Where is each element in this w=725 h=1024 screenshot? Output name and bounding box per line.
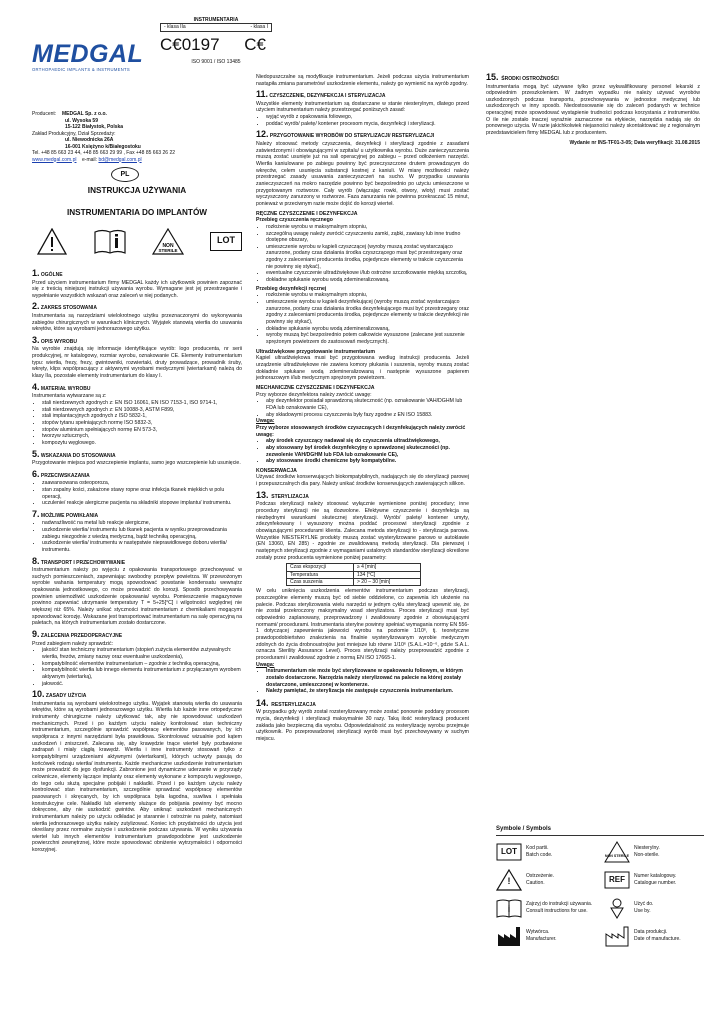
symbol-label: Użyć do. Use by.: [634, 901, 654, 914]
section-title: OPIS WYROBU: [40, 338, 78, 345]
sterilization-text: Podczas sterylizacji należy stosować wyłącznie wymienione poniżej procedury; inne procedury sterylizacji nie są dozwolone. Efektywne czyszczenie i dezynfekcja są niezbędnymi warunkami skutecznej sterylizacji. Wyrób/ paletę/ kontener umyty, zdezynfekowany i wysuszony można poddać procesowi sterylizacji zgodnie z obowiązującymi procedurami klienta. Zalecana metoda sterylizacji to - sterylizacja parowa. Wszystkie NIESTERYLNE produkty muszą zostać wysterylizowane parowo w autoklawie (EN 13060, EN 285) - zgodnie ze zwalidowaną metodą sterylizacji. Dla pierwszej i następnych sterylizacji zgodnie z wymaganiami ustalonych standardów sterylizacji określone zostały przez producenta wymienione poniżej parametry:: [256, 501, 469, 561]
section: [32, 556, 242, 627]
column-middle: [256, 74, 469, 745]
ce-mark-iia: C€0197: [160, 34, 220, 54]
section-text: Należy stosować metody czyszczenia, dezynfekcji i sterylizacji zgodnie z zasadami zatwierdzonymi i obowiązującymi w szpitalu/ u użytkownika wyrobu. Duże zanieczyszczenia muszą zostać usunięte już na sali operacyjnej po zabiegu – przed odłożeniem narzędzi. Wiertła kaniulowane po zabiegu powinny być przeczyszczone drutem prowadzącym do wkręców, celem usunięcia substancji kostnej z kaniuli. W miarę możliwości należy przestrzegać zasady usuwania zanieczyszczeń na sucho. W przypadku usuwania zanieczyszczeń na mokro narzędzie powinno być bezpośrednio po użyciu umieszczone w przygotowanym roztworze. Cały wyrób (włączając rowki, otwory, wloty) musi zostać wyczyszczony zanurzony w roztworze. Faza zanurzania nie powinna przekraczać 15 minut, ponieważ w przeciwnym razie może dojść do korozji wierteł.: [256, 140, 469, 207]
section-title: ZASADY UŻYCIA: [45, 693, 87, 700]
section-number: 6.: [32, 468, 40, 479]
email-label: e-mail:: [82, 156, 98, 163]
symbols-legend: [496, 826, 704, 947]
lot-icon: LOT: [210, 232, 242, 251]
section-text: Na wyrobie znajdują się informacje identyfikujące wyrób: logo producenta, nr serii produkcyjnej, nr katalogowy, rozmiar wyrobu, oznakowanie CE. Elementy instrumentarium typu: wiertła, frezy, frezy, gwintowniki, rozwiertaki, druty prowadzące, prowadnik śruby, wkręty, klips wspólpracujący z aktywnymi wyrobami medycznymi (wiertarkami) należą do klasy IIa, pozostałe elementy instrumentarium do klasy I.: [32, 346, 242, 380]
section-text: Przed użyciem instrumentarium firmy MEDGAL każdy ich użytkownik powinien zapoznać się z treścią niniejszej instrukcji używania wyrobu. Wymagane jest jej przestrzeganie i wypełnianie wszystkich wskazań oraz zaleceń w niej podanych.: [32, 279, 242, 299]
section-text: Instrumentarium należy po wyjęciu z opakowania transportowego przechowywać w suchych pomieszczeniach, zapewniając swobodny przepływ powietrza. W przewożonym wyrobie wahania temperatury mogą spowodować powstanie kondensatu wewnątrz opakowania jednostkowego, co może prowadzić do korozji. Sposób przechowywania powinien uniemożliwić uszkodzenie opakowania/ wyrobu. Pomieszczenie magazynowe powinno zapewniać utrzymanie temperatury T = 5÷25[°C] i wilgotności względnej nie większej niż 65%. Należy unikać styczności instrumentarium z chemikaliami mogącymi spowodować korozję. Wskazane jest transportować instrumentarium na salę operacyjną na paletach, na których instrumentarium zostało dostarczone.: [32, 567, 242, 627]
sterilization-parameters-table: [286, 563, 421, 586]
list-item: • Należy pamiętać, że sterylizacja nie zastępuje czyszczenia instrumentarium.: [266, 688, 469, 695]
section: [32, 509, 242, 554]
mechanical-list: [256, 398, 469, 418]
maintenance-heading: KONSERWACJA: [256, 467, 297, 474]
plant-city: 16-001 Księżyno k/Białegostoku: [65, 143, 141, 150]
section-title: ŚRODKI OSTROŻNOŚCI: [501, 76, 559, 82]
section: [32, 335, 242, 380]
ref-icon: [604, 869, 630, 891]
section-14: [256, 698, 469, 743]
section-number: 10.: [32, 689, 45, 700]
lot-icon-mark: LOT: [501, 846, 517, 856]
lot-icon: [496, 841, 522, 863]
section: [256, 89, 469, 127]
section-text: Wszystkie elementy instrumentarium są dostarczane w stanie niesterylnym, dlatego przed użyciem instrumentarium należy przestrzegać poniższych zasad:: [256, 100, 469, 114]
section: [32, 629, 242, 687]
list-item: • umieszczenie wyrobu w kąpieli dezynfekującej (wyroby muszą zostać wystarczająco zanurzone, podany czas działania środka dezynfekującego musi być przestrzegany oraz zgodny z zaleceniami producenta środka, pojedyncze elementy w trakcie dezynfekcji nie powinny się stykać),: [266, 299, 469, 326]
section-heading: [32, 689, 242, 701]
section-heading: [32, 382, 242, 394]
section-title: STERYLIZACJA: [271, 493, 309, 500]
list-item: • zaawansowana osteoporoza,: [42, 480, 242, 487]
device-class-box: [160, 17, 272, 65]
section: [32, 268, 242, 299]
list-item: • uszkodzenie wiertła/ instrumentu w następstwie nieprawidłowego doboru wiertła/ instrumentu.: [42, 540, 242, 553]
ultrasonic-heading: Ultradźwiękowe przygotowanie instrumentarium: [256, 348, 376, 355]
caution-text: Instrumentaria mogą być używane tylko przez wykwalifikowany personel lekarski z odpowiednim przeszkoleniem. W żadnym wypadku nie należy używać wyrobów uszkodzonych podczas transportu, przechowywania w jednostce medycznej lub uszkodzonych w inny sposób. Niedostosowanie się do zaleceń podanych w technice operacyjnej może spowodować wystąpienie trudności podczas korzystania z instrumentów. O ile nie zostało inaczej wyraźnie zaznaczone na etykiecie, narzędzia nadają się do ponownego użycia. W razie jakichkolwiek niejasności należy skontaktować się z regionalnym przedstawicielem firmy MEDGAL lub z producentem.: [486, 83, 700, 137]
section: [32, 449, 242, 467]
table-cell: Czas ekspozycji: [287, 564, 354, 571]
section: [32, 689, 242, 854]
section-list: [32, 400, 242, 447]
manual-cleaning-steps: [256, 224, 469, 284]
producer-label: Producent:: [32, 111, 57, 117]
warning-list: [256, 438, 469, 465]
list-item: • tworzyw sztucznych,: [42, 433, 242, 440]
manufacturer-icon: [496, 925, 522, 947]
list-item: • uszkodzenie wiertła/ instrumentu lub tkanek pacjenta w wyniku przeprowadzania zabiegu niezgodnie z wiedzą medyczną, bądź techniką operacyjną,: [42, 527, 242, 540]
list-item: • kompatybilność elementów instrumentarium – zgodnie z techniką operacyjną,: [42, 661, 242, 668]
list-item: • wyroby muszą być bezpośrednio potem całkowicie wysuszone (zalecane jest suszenie sprężonym powietrzem do zastosowań medycznych).: [266, 332, 469, 345]
producer-city: 15-122 Białystok, Polska: [65, 124, 124, 130]
section-title: RESTERYLIZACJA: [271, 701, 316, 708]
column-left: [32, 268, 242, 856]
plant-street: ul. Niewodnicka 26A: [65, 137, 114, 143]
table-cell: Temperatura: [287, 571, 354, 578]
medgal-logo: [32, 38, 143, 72]
ultrasonic-text: Kąpiel ultradźwiękowa musi być przygotowana według instrukcji producenta. Jeżeli urządzenie ultradźwiękowe nie zawiera komory płukania i suszenia, wyroby muszą zostać dokładnie spłukane wodą zdemineralizowaną i następnie wysuszone papierem jednorazowym i/lub medycznym sprężonym powietrzem.: [256, 355, 469, 382]
warning-label: Uwaga:: [256, 418, 275, 425]
list-item: • stali nierdzewnych zgodnych z: EN 10088-3, ASTM F899,: [42, 407, 242, 414]
list-item: • umieszczenie wyrobu w kąpieli czyszczącej (wyroby muszą zostać wystarczająco zanurzone, podany czas działania środka czyszczącego musi być przestrzegany oraz zgodny z zaleceniami producenta środka, pojedyncze elementy w trakcie czyszczenia nie powinny się stykać),: [266, 244, 469, 271]
section-heading: [32, 301, 242, 313]
section-list: [32, 647, 242, 687]
list-item: • rozłożenie wyrobu w maksymalnym stopniu,: [266, 292, 469, 299]
section-number: 3.: [32, 334, 40, 345]
section-13: [256, 490, 469, 695]
section: [32, 469, 242, 507]
list-item: • dokładne spłukanie wyrobu wodą zdemineralizowaną,: [266, 326, 469, 333]
section-list: [32, 520, 242, 553]
document-subtitle: INSTRUMENTARIA DO IMPLANTÓW: [66, 208, 208, 217]
non-sterile-icon-graphic: [604, 841, 630, 863]
table-row: [287, 578, 421, 585]
section-text: Instrumentaria wytwarzane są z:: [32, 393, 107, 400]
maintenance-text: Używać środków konserwujących biokompatybilnych, nadających się do sterylizacji parowej i przepuszczalnych dla pary. Należy unikać środków konserwujących zawierających silikon.: [256, 474, 469, 488]
list-item: • aby stosowany był środek dezynfekcyjny o sprawdzonej skuteczności (np. zezwolenie VAH/DGHM lub FDA lub oznakowanie CE),: [266, 445, 469, 458]
caution-icon-mark: !: [507, 875, 511, 886]
version-info: Wydanie nr INS-TF01-3-05; Data weryfikacji: 31.08.2015: [569, 139, 700, 146]
section-title: ZALECENIA PRZEDOPERACYJNE: [40, 633, 123, 640]
section-heading: [256, 129, 469, 141]
column-right: [486, 72, 700, 148]
top-symbols: [37, 226, 242, 256]
manufacturer-icon-graphic: [496, 925, 522, 947]
manual-cleaning-heading: RĘCZNE CZYSZCZENIE I DEZYNFEKCJA: [256, 210, 358, 217]
sterilization-warning-list: [256, 668, 469, 695]
class-iia-label: - klasa IIa: [164, 24, 186, 31]
producer-name: MEDGAL Sp. z o.o.: [62, 111, 107, 117]
logo-tagline: ORTHOPAEDIC IMPLANTS & INSTRUMENTS: [32, 67, 130, 72]
list-item: • aby składowymi procesu czyszczenia były fazy zgodne z EN ISO 15883.: [266, 412, 469, 419]
section-number: 8.: [32, 555, 40, 566]
caution-icon: [496, 869, 522, 891]
section: [32, 382, 242, 447]
section-title: PRZECIWSKAZANIA: [40, 472, 90, 479]
section-15: [486, 72, 700, 146]
list-item: • jakość/ stan techniczny instrumentarium (stopień zużycia elementów zużywalnych: wiertła, frezów, zmiany nazwy oraz ewentualne uszkodzenia),: [42, 647, 242, 660]
modifications-note: Niedopuszczalne są modyfikacje instrumentarium. Jeżeli podczas użycia instrumentarium nastąpiła zmiana parametrów/ uszkodzenie elementu, należy go wymienić na wyrób zgodny.: [256, 74, 469, 87]
section-number: 13.: [256, 489, 269, 500]
list-item: • nadwrażliwość na metal lub reakcje alergiczne,: [42, 520, 242, 527]
use-by-icon-graphic: [604, 897, 630, 919]
producer-street: ul. Wysoka 59: [65, 117, 98, 124]
list-item: • jałowość.: [42, 681, 242, 688]
section-heading: [32, 449, 242, 461]
symbols-grid: [496, 841, 704, 947]
section-title: MATERIAŁ WYROBU: [40, 385, 91, 392]
list-item: • stali nierdzewnych zgodnych z: EN ISO 16061, EN ISO 7153-1, ISO 9714-1,: [42, 400, 242, 407]
section-text: Przygotowanie miejsca pod wszczepienie implantu, samo jego wszczepienie lub usunięcie.: [32, 460, 241, 467]
manufacture-date-icon-graphic: [604, 925, 630, 947]
symbol-label: Niesterylny. Non-sterile.: [634, 845, 660, 858]
ifu-icon: [496, 897, 522, 919]
producer-info: [32, 111, 247, 163]
non-sterile-icon: [604, 841, 630, 863]
list-item: • rozłożenie wyrobu w maksymalnym stopniu,: [266, 224, 469, 231]
section-title: ZAKRES STOSOWANIA: [40, 305, 97, 312]
mechanical-text: Przy wyborze dezynfektora należy zwrócić uwagę:: [256, 391, 372, 398]
section-list: [32, 480, 242, 507]
manual-cleaning: [256, 211, 469, 488]
symbols-legend-title: Symbole / Symbols: [496, 826, 704, 836]
symbol-label: Data produkcji. Date of manufacture.: [634, 929, 681, 942]
symbol-label: Zajrzyj do instrukcji używania. Consult instructions for use.: [526, 901, 593, 914]
section-title: WSKAZANIA DO STOSOWANIA: [40, 452, 116, 459]
document-title: INSTRUKCJA UŻYWANIA: [87, 186, 187, 195]
manual-cleaning-sub1: Przebieg czyszczenia ręcznego: [256, 217, 333, 224]
table-cell: ≥ 4 [min]: [354, 564, 421, 571]
manufacture-date-icon: [604, 925, 630, 947]
ref-icon-mark: REF: [609, 874, 625, 884]
section-number: 11.: [256, 89, 269, 100]
non-sterile-icon: [152, 228, 184, 255]
section: [32, 301, 242, 332]
table-cell: > 20 – 30 [min]: [354, 578, 421, 585]
mechanical-heading: MECHANICZNE CZYSZCZENIE I DEZYNFEKCJA: [256, 384, 375, 391]
section-list: [256, 114, 469, 127]
section-heading: [32, 509, 242, 521]
manual-disinfection-steps: [256, 292, 469, 345]
list-item: • poddać wyrób/ paletę/ kontener procesom mycia, dezynfekcji i sterylizacji.: [266, 121, 469, 128]
list-item: • kompatybilność wiertła lub innego elementu instrumentarium z przyłączanym wyrobem aktywnym (wiertarką),: [42, 667, 242, 680]
list-item: • stan zapalny kości, zakażone stawy ropne oraz infekcja tkanek miękkich w polu operacji,: [42, 487, 242, 500]
section-heading: [32, 268, 242, 280]
section-text: Przed zabiegiem należy sprawdzić:: [32, 640, 114, 647]
section-heading: [256, 89, 469, 101]
list-item: • wyjąć wyrób z opakowania foliowego,: [266, 114, 469, 121]
symbol-label: Ostrzeżenie. Caution.: [526, 873, 555, 886]
table-cell: 134 [°C]: [354, 571, 421, 578]
manual-disinfection-sub: Przebieg dezynfekcji ręcznej: [256, 285, 327, 292]
ifu-icon-mark: i: [507, 903, 511, 914]
list-item: • kompozytu węglowego.: [42, 440, 242, 447]
symbol-label: Numer katalogowy. Catalogue number.: [634, 873, 677, 886]
section-heading: [32, 629, 242, 641]
list-item: • szczególną uwagę należy zwrócić czyszczeniu zamki, ząbki, zawiasy lub inne trudno dostępne obszary,: [266, 231, 469, 244]
section-title: PRZYGOTOWANIE WYROBÓW DO STERYLIZACJI/ RESTERYLIZACJI: [269, 133, 435, 140]
section-text: Instrumentaria są narzędziami wielokrotnego użytku przeznaczonymi do wykonywania zabiegów chirurgicznych w warunkach klinicznych. Wyjątek stanowią wiertła do usuwania wkrętów, które są wyrobami jednorazowego użytku.: [32, 313, 242, 333]
website-link[interactable]: www.medgal.com.pl: [32, 156, 77, 163]
logo-text: MEDGAL: [32, 40, 144, 68]
section: [256, 129, 469, 207]
plant-label: Zakład Produkcyjny, Dział Sprzedaży:: [32, 130, 116, 137]
list-item: • dokładne spłukanie wyrobu wodą zdemineralizowaną.: [266, 277, 469, 284]
section-number: 9.: [32, 629, 40, 640]
section-number: 14.: [256, 697, 269, 708]
table-cell: Czas suszenia: [287, 578, 354, 585]
non-sterile-icon-mark: NON STERILE: [604, 854, 630, 859]
section-heading: [32, 335, 242, 347]
email-link[interactable]: bd@medgal.com.pl: [98, 156, 142, 163]
section-heading: [32, 469, 242, 481]
caution-icon: [37, 228, 67, 255]
list-item: • aby dezynfektor posiadał sprawdzoną skuteczność (np. oznakowanie VAH/DGHM lub FDA lub oznakowanie CE),: [266, 398, 469, 411]
list-item: • stopów aluminium spełniających normę EN 573-3,: [42, 427, 242, 434]
symbol-label: Kod partii. Batch code.: [526, 845, 553, 858]
section-title: CZYSZCZENIE, DEZYNFEKCJA I STERYLIZACJA: [269, 93, 386, 100]
sterilization-after: W celu uniknięcia uszkodzenia elementów instrumentarium podczas sterylizacji, poszczególne elementy muszą być od siebie oddzielone, co zapewnia ich ułożenie na palecie. Podczas sterylizowania wielu narzędzi w jednym cyklu sterylizacji upewnić się, że nie został przekroczony maksymalny wsad sterylizatora. Proces sterylizacji musi być odpowiednio zaplanowany, przeprowadzony i zwalidowany zgodnie z obowiązującymi normami/ procedurami. Instrumentaria sterylne powinny spełniać wymagania normy EN 556-1 dotyczącej zapewnienia jałowości wyrobu na poziomie 1/10⁶, tj. teoretyczne prawdopodobieństwo znalezienia na finalnie wysterylizowanym wyrobie medycznym zdolnych do życia drobnoustrojów jest mniejsze lub równe 1/10⁶ (S.A.L.=10⁻⁶, gdzie S.A.L. oznacza Sterility Assurance Level). Proces sterylizacji należy przeprowadzić zgodnie z procedurami i zwalidować zgodnie z normą EN ISO 17665-1.: [256, 588, 469, 661]
non-sterile-text-1: NON: [162, 242, 174, 249]
sections-list: [32, 268, 242, 854]
ce-mark-i: C€: [244, 34, 266, 54]
table-row: [287, 571, 421, 578]
section-heading: [32, 556, 242, 568]
list-item: • aby stosowane środki chemiczne były kompatybilne.: [266, 458, 469, 465]
ce-marks: [160, 34, 272, 56]
use-by-icon: [604, 897, 630, 919]
list-item: • uczulenie/ reakcje alergiczne pacjenta na składniki stopowe implantu/ instrumentu.: [42, 500, 242, 507]
section-number: 12.: [256, 129, 269, 140]
ifu-book-icon: [93, 228, 127, 255]
class-i-label: - klasa I: [250, 24, 268, 31]
section-number: 15.: [486, 72, 499, 82]
language-badge: PL: [111, 167, 139, 182]
section-number: 7.: [32, 508, 40, 519]
section-number: 2.: [32, 301, 40, 312]
iso-cert: ISO 9001 / ISO 13485: [191, 58, 241, 65]
list-item: • aby środek czyszczący nadawał się do czyszczenia ultradźwiękowego,: [266, 438, 469, 445]
list-item: • stali implantacyjnych zgodnych z ISO 5832-1,: [42, 413, 242, 420]
section-number: 1.: [32, 268, 40, 278]
section-title: TRANSPORT I PRZECHOWYWANIE: [40, 559, 126, 566]
non-sterile-text-2: STERILE: [158, 247, 178, 253]
phone-line: Tel. +48 85 663 23 44, +48 85 663 29 99 , Fax +48 85 663 26 22: [32, 150, 176, 156]
class-title: INSTRUMENTARIA: [193, 17, 239, 23]
section-title: MOŻLIWE POWIKŁANIA: [40, 512, 99, 519]
sterilization-warning-label: Uwaga:: [256, 661, 275, 668]
section-number: 4.: [32, 381, 40, 392]
list-item: • Instrumentarium nie może być sterylizowane w opakowaniu foliowym, w którym zostało dostarczone. Narzędzia należy sterylizować na palecie na której zostały dostarczone, umieszczonej w kontenerze.: [266, 668, 469, 688]
resterilization-text: W przypadku gdy wyrób został rozsterylizowany może zostać ponownie poddany procesom mycia, dezynfekcji i sterylizacji maksymalnie 30 razy. Taką ilość resterylizacji producent zakłada jako bezpieczną dla wyrobu. Odpowiedzialność za resterylizację wyrobu przejmuje użytkownik. Po przeprowadzonej sterylizacji wyrób musi być przechowywany w suchym miejscu.: [256, 709, 469, 743]
list-item: • stopów tytanu spełniających normę ISO 5832-3,: [42, 420, 242, 427]
symbol-label: Wytwórca. Manufacturer.: [526, 929, 557, 942]
section-title: OGÓLNE: [40, 272, 63, 278]
section-text: Instrumentaria są wyrobami wielokrotnego użytku. Wyjątek stanowią wiertła do usuwania wkrętów, które są wyrobami jednorazowego użytku. Wiertła lub każde inne ortopedyczne instrumenty chirurgiczne należy użytkować tak, aby nie spowodować uszkodzeń mechanicznych. Przed i po każdym użyciu należy kontrolować stan techniczny instrumentarium, szczególnie sprawdzić współpracę elementów pasowanych, by ich współpraca z innymi narzędziami była prawidłowa. Skontrolować wizualnie pod kątem uszkodzeń i zniszczeń. Zalecana się, aby krawędzie tnące wierteł były pozbawione zadrapań i miały ciągłą krawędź. Wiertła i inne instrumenty stosowań tylko z kompatybilnymi urządzeniami aktywnymi (wiertarkami), których uchwyty pasują do końcówek rodzaju wiertła/ instrumentu. Każde mechaniczne uszkodzenie instrumentarium może prowadzić do jego dysfunkcji. Zabronione jest dynamiczne uderzanie w przyrządy celownicze, elementy łączące implanty oraz elementy wykonane z kompozytu węglowego, do tego celu służą specjalne pobijaki i nakładki. Przed i po każdym użyciu należy kontrolować stan instrumentarium, szczególnie sprawdzać współpracę elementów pasowanych i skręcanych, by ich współpraca była łagodna, suwliwa i spełniała konstrukcyjne cele. Nakładki lub elementy służące do pobijania powinny być mocno dokręcone, aby nie uszkodzić gwintów. Aby uniknąć uszkodzeń mechanicznych instrumentarium należy po użyciu odkładać je starannie i ostrożnie na palety, natomiast wiertła jednorazowego użytku należy zutylizować. Koniec ich przydatności do użycia jest określany przez normalne zużycie i uszkodzenie podczas używania. W wyniku używania wierteł lub innych elementów instrumentarium prawdopodobne jest uszkodzenie powierzchni zewnętrznej, które może spowodować obniżenie wytrzymałości i odporności korozyjnej.: [32, 700, 242, 854]
section-number: 5.: [32, 448, 40, 459]
table-row: [287, 564, 421, 571]
list-item: • ewentualne czyszczenie ultradźwiękowe i/lub ostrożne szczotkowanie miękką szczotką,: [266, 270, 469, 277]
class-row: [160, 23, 272, 31]
sections-list: [256, 89, 469, 207]
warning-text: Przy wyborze stosowanych środków czyszczących i dezynfekujących należy zwrócić uwagę:: [256, 424, 466, 438]
